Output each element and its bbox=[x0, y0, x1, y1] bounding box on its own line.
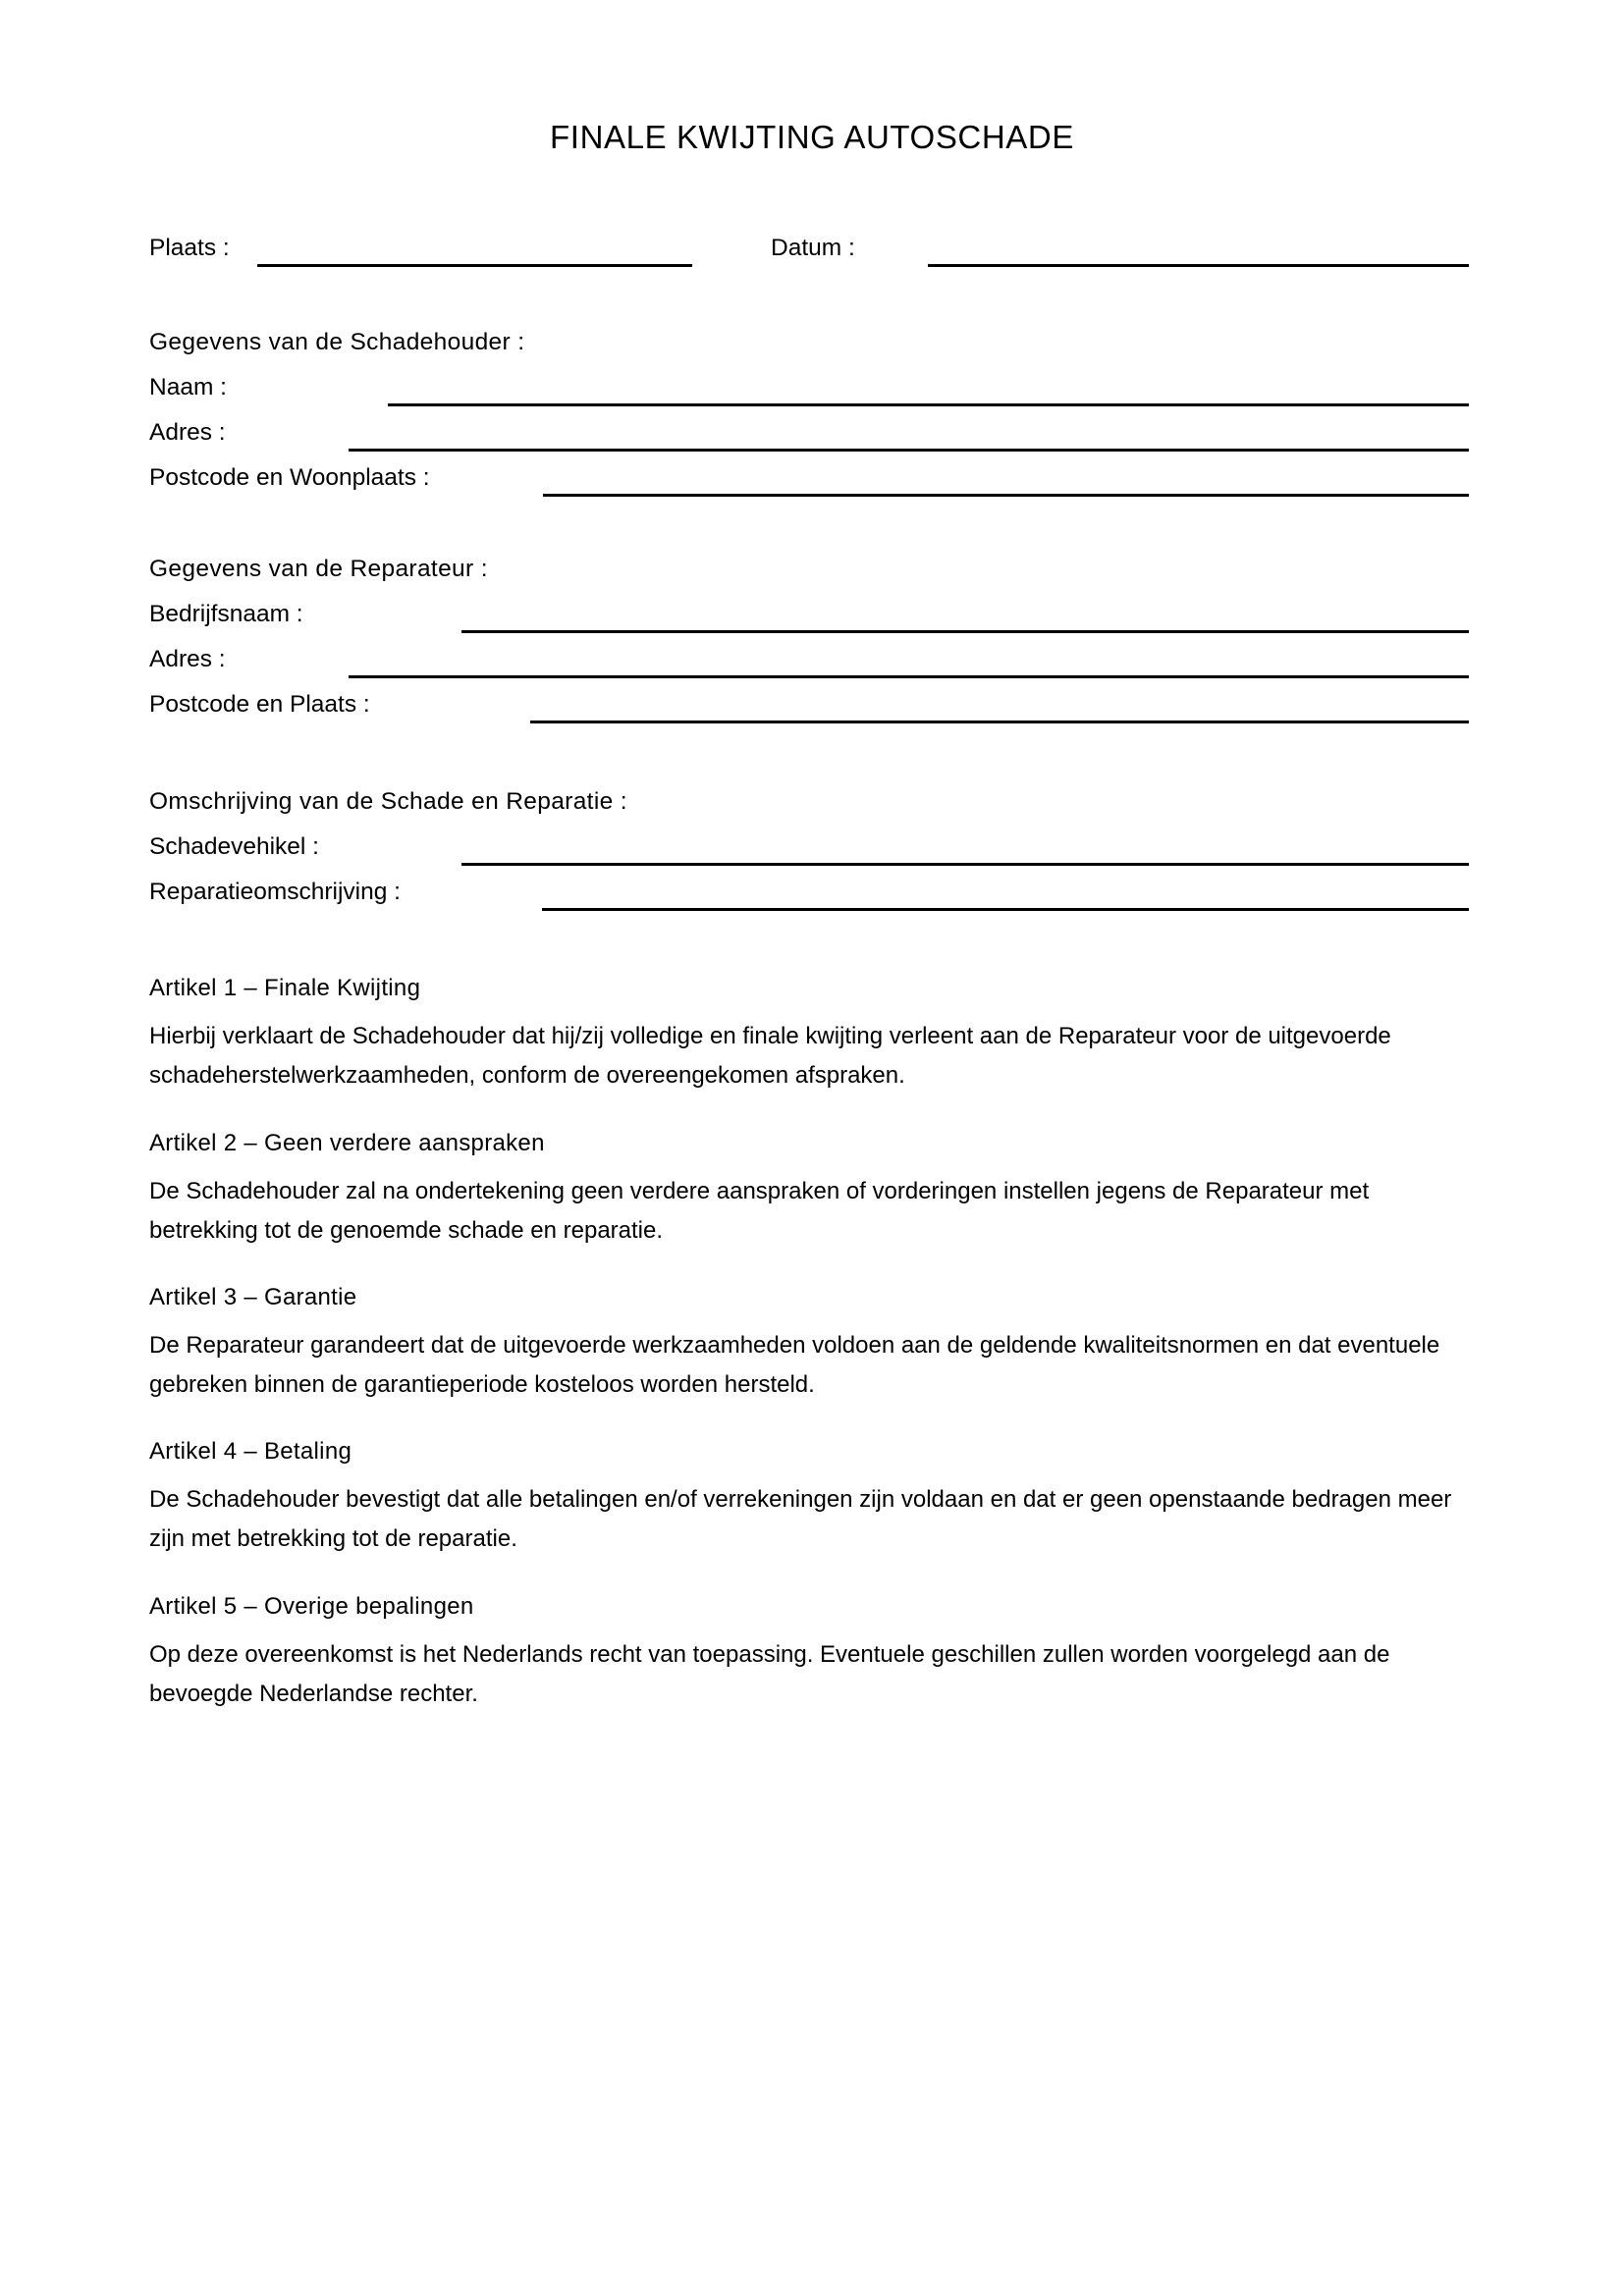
schadehouder-adres-input-rule[interactable] bbox=[349, 449, 1469, 452]
article-3-heading: Artikel 3 – Garantie bbox=[149, 1284, 357, 1310]
reparateur-postcode-input-rule[interactable] bbox=[530, 721, 1469, 723]
article-2-body: De Schadehouder zal na ondertekening geen verdere aanspraken of vorderingen instellen jegens de Reparateur met betrekking tot de genoemde schade en reparatie. bbox=[149, 1178, 1370, 1244]
field-row-reparateur-postcode bbox=[149, 690, 1469, 723]
article-1-heading: Artikel 1 – Finale Kwijting bbox=[149, 975, 421, 1001]
field-row-schadehouder-postcode bbox=[149, 463, 1469, 497]
reparateur-bedrijfsnaam-label: Bedrijfsnaam : bbox=[149, 601, 303, 627]
field-row-schadehouder-adres bbox=[149, 418, 1469, 452]
article-1-body: Hierbij verklaart de Schadehouder dat hij/zij volledige en finale kwijting verleent aan de Reparateur voor de uitgevoerde schadeherstelwerkzaamheden, conform de overeengekomen afspraken. bbox=[149, 1023, 1391, 1089]
schadehouder-naam-input-rule[interactable] bbox=[388, 403, 1469, 406]
field-row-schadevehikel bbox=[149, 832, 1469, 866]
plaats-label: Plaats : bbox=[149, 235, 230, 261]
reparatieomschrijving-label: Reparatieomschrijving : bbox=[149, 879, 401, 905]
page-title: FINALE KWIJTING AUTOSCHADE bbox=[550, 119, 1074, 155]
field-row-schadehouder-naam bbox=[149, 373, 1469, 406]
article-2-heading: Artikel 2 – Geen verdere aanspraken bbox=[149, 1130, 545, 1156]
article-1 bbox=[149, 972, 1470, 1095]
field-row-reparateur-adres bbox=[149, 645, 1469, 678]
datum-input-rule[interactable] bbox=[928, 264, 1469, 267]
article-4 bbox=[149, 1435, 1470, 1559]
schadehouder-postcode-label: Postcode en Woonplaats : bbox=[149, 464, 430, 491]
reparateur-postcode-label: Postcode en Plaats : bbox=[149, 691, 370, 718]
schade-heading: Omschrijving van de Schade en Reparatie : bbox=[149, 788, 627, 815]
article-3-body: De Reparateur garandeert dat de uitgevoerde werkzaamheden voldoen aan de geldende kwaliteitsnormen en dat eventuele gebreken binnen de garantieperiode kosteloos worden hersteld. bbox=[149, 1332, 1440, 1398]
article-4-body: De Schadehouder bevestigt dat alle betalingen en/of verrekeningen zijn voldaan en dat er geen openstaande bedragen meer zijn met betrekking tot de reparatie. bbox=[149, 1486, 1452, 1552]
reparateur-adres-label: Adres : bbox=[149, 646, 226, 672]
article-4-heading: Artikel 4 – Betaling bbox=[149, 1438, 352, 1465]
schadevehikel-input-rule[interactable] bbox=[461, 863, 1469, 866]
schadehouder-adres-label: Adres : bbox=[149, 419, 226, 446]
article-3 bbox=[149, 1281, 1470, 1405]
field-row-plaats bbox=[149, 234, 692, 267]
schadehouder-heading: Gegevens van de Schadehouder : bbox=[149, 329, 525, 355]
reparateur-bedrijfsnaam-input-rule[interactable] bbox=[461, 630, 1469, 633]
reparatieomschrijving-input-rule[interactable] bbox=[542, 908, 1469, 911]
reparateur-adres-input-rule[interactable] bbox=[349, 675, 1469, 678]
datum-label: Datum : bbox=[771, 235, 855, 261]
article-5-body: Op deze overeenkomst is het Nederlands recht van toepassing. Eventuele geschillen zullen worden voorgelegd aan de bevoegde Nederlandse rechter. bbox=[149, 1641, 1390, 1707]
field-row-reparateur-bedrijfsnaam bbox=[149, 600, 1469, 633]
schadehouder-postcode-input-rule[interactable] bbox=[543, 494, 1469, 497]
article-5-heading: Artikel 5 – Overige bepalingen bbox=[149, 1593, 474, 1620]
schadehouder-naam-label: Naam : bbox=[149, 374, 227, 400]
article-2 bbox=[149, 1127, 1470, 1251]
field-row-reparatieomschrijving bbox=[149, 878, 1469, 911]
article-5 bbox=[149, 1590, 1470, 1714]
field-row-datum bbox=[771, 234, 1469, 267]
reparateur-heading: Gegevens van de Reparateur : bbox=[149, 556, 488, 582]
plaats-input-rule[interactable] bbox=[257, 264, 692, 267]
schadevehikel-label: Schadevehikel : bbox=[149, 833, 319, 860]
